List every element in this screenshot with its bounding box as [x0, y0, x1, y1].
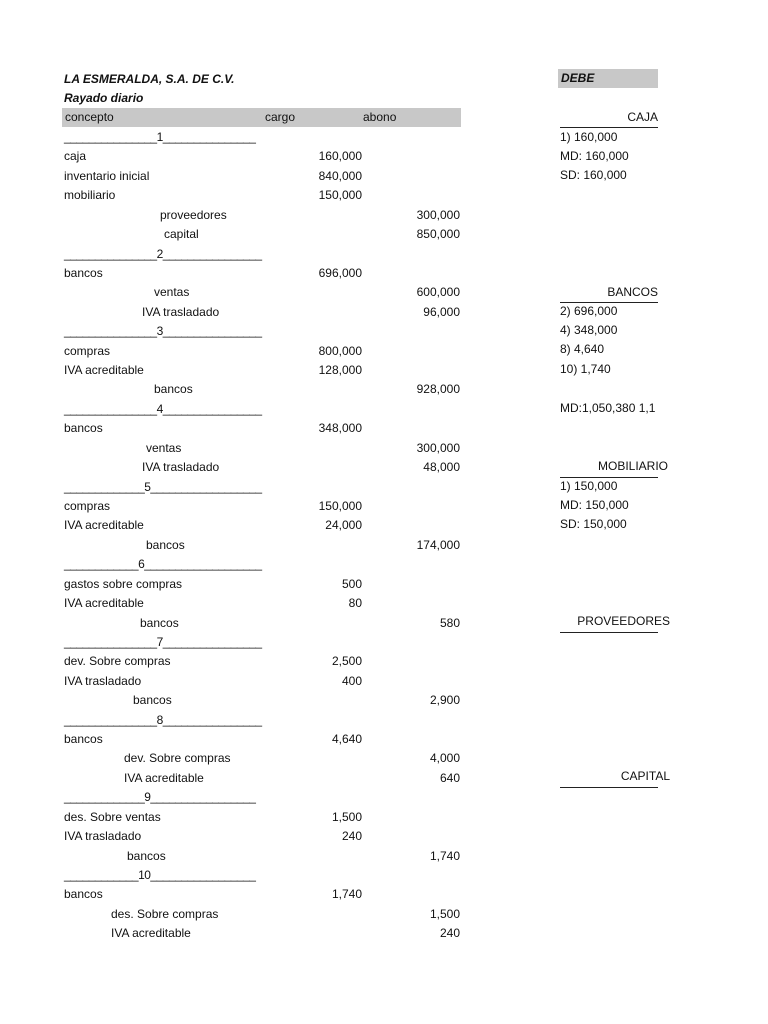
abono-amount: 174,000: [416, 538, 460, 552]
entry-separator: _____________9_________________: [64, 790, 256, 804]
column-header-bar: [62, 108, 461, 127]
t-account-line: 8) 4,640: [560, 342, 605, 356]
t-account-line: 4) 348,000: [560, 323, 618, 337]
cargo-amount: 150,000: [318, 188, 362, 202]
abono-amount: 96,000: [423, 305, 460, 319]
cargo-amount: 840,000: [318, 169, 362, 183]
account-name: IVA acreditable: [64, 596, 144, 610]
entry-separator: _______________1_______________: [64, 130, 256, 144]
entry-separator: ____________10_________________: [64, 868, 256, 882]
cargo-amount: 4,640: [331, 732, 362, 746]
journal-subtitle: Rayado diario: [64, 91, 144, 105]
account-name: bancos: [133, 693, 172, 707]
account-name: bancos: [154, 382, 193, 396]
t-account-rule: [560, 632, 658, 633]
abono-amount: 1,500: [429, 907, 460, 921]
account-name: capital: [164, 227, 199, 241]
cargo-amount: 696,000: [318, 266, 362, 280]
entry-separator: _____________5__________________: [64, 480, 262, 494]
abono-amount: 4,000: [429, 751, 460, 765]
cargo-amount: 1,500: [331, 810, 362, 824]
account-name: IVA trasladado: [64, 829, 142, 843]
account-name: gastos sobre compras: [64, 577, 183, 591]
entry-separator: _______________3________________: [64, 324, 262, 338]
t-account-line: 10) 1,740: [560, 362, 611, 376]
cargo-amount: 348,000: [318, 421, 362, 435]
t-account-line: SD: 150,000: [560, 517, 627, 531]
company-name: LA ESMERALDA, S.A. DE C.V.: [64, 72, 235, 86]
t-account-line: SD: 160,000: [560, 168, 627, 182]
t-account-line: 1) 150,000: [560, 479, 618, 493]
abono-amount: 928,000: [416, 382, 460, 396]
cargo-amount: 24,000: [325, 518, 362, 532]
account-name: dev. Sobre compras: [124, 751, 231, 765]
cargo-amount: 2,500: [331, 654, 362, 668]
account-name: IVA acreditable: [64, 518, 144, 532]
entry-separator: _______________8________________: [64, 713, 262, 727]
t-account-line: MD: 160,000: [560, 149, 629, 163]
account-name: IVA trasladado: [142, 305, 220, 319]
t-account-line: MD:1,050,380 1,1: [560, 401, 656, 415]
cargo-amount: 240: [341, 829, 362, 843]
cargo-amount: 80: [348, 596, 362, 610]
t-account-line: 2) 696,000: [560, 304, 618, 318]
debe-label: DEBE: [561, 71, 595, 85]
abono-amount: 600,000: [416, 285, 460, 299]
cargo-amount: 500: [341, 577, 362, 591]
abono-amount: 300,000: [416, 441, 460, 455]
entry-separator: ____________6___________________: [64, 557, 262, 571]
account-name: des. Sobre ventas: [64, 810, 161, 824]
cargo-amount: 400: [341, 674, 362, 688]
account-name: mobiliario: [64, 188, 116, 202]
t-account-rule: [560, 787, 658, 788]
abono-amount: 48,000: [423, 460, 460, 474]
t-account-line: 1) 160,000: [560, 130, 618, 144]
abono-amount: 640: [439, 771, 460, 785]
t-account-title: PROVEEDORES: [577, 614, 670, 628]
account-name: bancos: [64, 887, 103, 901]
account-name: IVA trasladado: [142, 460, 220, 474]
cargo-amount: 160,000: [318, 149, 362, 163]
account-name: bancos: [146, 538, 185, 552]
account-name: proveedores: [160, 208, 227, 222]
cargo-amount: 1,740: [331, 887, 362, 901]
account-name: compras: [64, 499, 111, 513]
abono-amount: 300,000: [416, 208, 460, 222]
abono-amount: 2,900: [429, 693, 460, 707]
entry-separator: _______________7________________: [64, 635, 262, 649]
entry-separator: _______________2________________: [64, 247, 262, 261]
t-account-title: CAJA: [627, 110, 658, 124]
cargo-amount: 150,000: [318, 499, 362, 513]
account-name: ventas: [154, 285, 190, 299]
t-account-title: BANCOS: [607, 285, 658, 299]
cargo-amount: 128,000: [318, 363, 362, 377]
account-name: bancos: [64, 421, 103, 435]
t-account-title: MOBILIARIO: [597, 459, 668, 473]
header-cargo: cargo: [265, 110, 296, 124]
account-name: ventas: [146, 441, 182, 455]
account-name: bancos: [64, 266, 103, 280]
abono-amount: 1,740: [429, 849, 460, 863]
account-name: des. Sobre compras: [111, 907, 219, 921]
account-name: caja: [64, 149, 87, 163]
account-name: bancos: [127, 849, 166, 863]
account-name: bancos: [140, 616, 179, 630]
abono-amount: 240: [439, 926, 460, 940]
header-abono: abono: [363, 110, 397, 124]
account-name: dev. Sobre compras: [64, 654, 171, 668]
account-name: compras: [64, 344, 111, 358]
t-account-line: MD: 150,000: [560, 498, 629, 512]
abono-amount: 580: [439, 616, 460, 630]
abono-amount: 850,000: [416, 227, 460, 241]
cargo-amount: 800,000: [318, 344, 362, 358]
account-name: IVA trasladado: [64, 674, 142, 688]
account-name: IVA acreditable: [124, 771, 204, 785]
account-name: bancos: [64, 732, 103, 746]
t-account-title: CAPITAL: [620, 769, 670, 783]
header-concepto: concepto: [65, 110, 114, 124]
account-name: inventario inicial: [64, 169, 150, 183]
account-name: IVA acreditable: [111, 926, 191, 940]
entry-separator: _______________4________________: [64, 402, 262, 416]
account-name: IVA acreditable: [64, 363, 144, 377]
